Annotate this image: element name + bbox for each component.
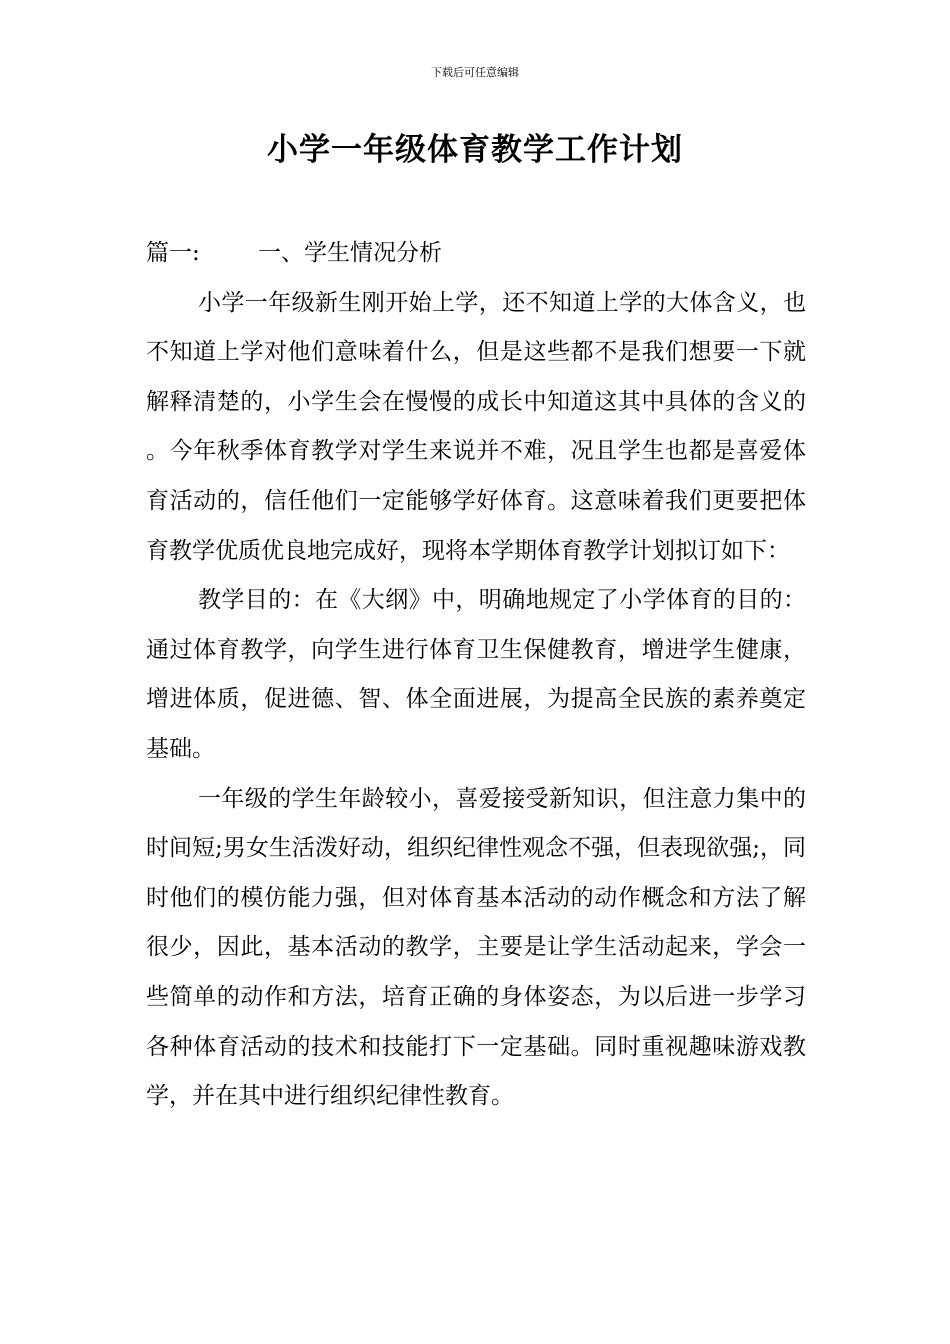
document-body [146, 229, 806, 1122]
header-note: 下载后可任意编辑 [431, 66, 519, 79]
paragraph-student-traits: 一年级的学生年龄较小，喜爱接受新知识，但注意力集中的时间短;男女生活泼好动，组织纪律性观念不强，但表现欲强;，同时他们的模仿能力强，但对体育基本活动的动作概念和方法了解很少，因此，基本活动的教学，主要是让学生活动起来，学会一些简单的动作和方法，培育正确的身体姿态，为以后进一步学习各种体育活动的技术和技能打下一定基础。同时重视趣味游戏教学，并在其中进行组织纪律性教育。 [146, 785, 806, 1110]
section-label: 篇一: [146, 240, 200, 266]
paragraph-intro: 小学一年级新生刚开始上学，还不知道上学的大体含义，也不知道上学对他们意味着什么，但是这些都不是我们想要一下就解释清楚的，小学生会在慢慢的成长中知道这其中具体的含义的。今年秋季体育教学对学生来说并不难，况且学生也都是喜爱体育活动的，信任他们一定能够学好体育。这意味着我们更要把体育教学优质优良地完成好，现将本学期体育教学计划拟订如下： [146, 289, 806, 564]
section-heading: 一、学生情况分析 [258, 240, 442, 266]
paragraph-teaching-goal: 教学目的：在《大纲》中，明确地规定了小学体育的目的：通过体育教学，向学生进行体育卫生保健教育，增进学生健康，增进体质，促进德、智、体全面进展，为提高全民族的素养奠定基础。 [146, 587, 806, 762]
section-heading-line [146, 229, 806, 279]
document-title: 小学一年级体育教学工作计划 [267, 132, 683, 168]
